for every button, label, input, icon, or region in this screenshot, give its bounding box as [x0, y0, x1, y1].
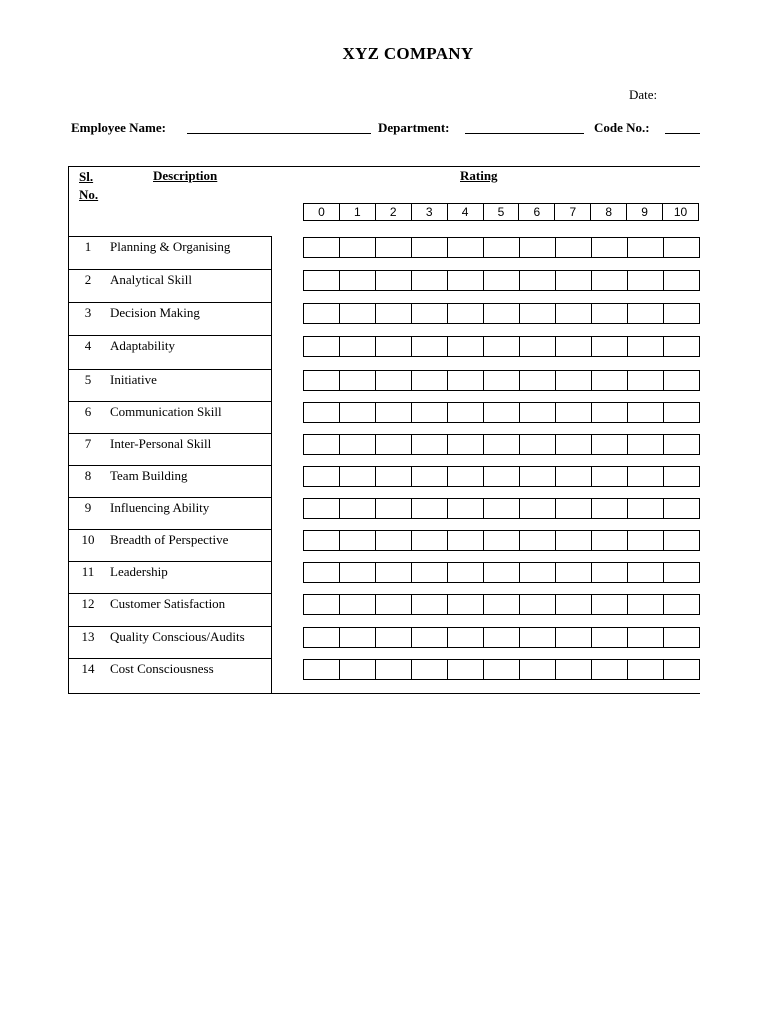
rating-box-row [303, 466, 700, 487]
rating-checkbox[interactable] [664, 435, 699, 454]
row-description: Quality Conscious/Audits [110, 629, 245, 644]
rating-checkbox[interactable] [340, 403, 376, 422]
rating-checkbox[interactable] [484, 595, 520, 614]
rating-checkbox[interactable] [412, 660, 448, 679]
rating-checkbox[interactable] [556, 337, 592, 356]
rating-checkbox[interactable] [592, 628, 628, 647]
rating-checkbox[interactable] [376, 467, 412, 486]
code-no-label: Code No.: [594, 120, 650, 135]
rating-checkbox[interactable] [628, 403, 664, 422]
rating-checkbox[interactable] [340, 531, 376, 550]
rating-checkbox[interactable] [412, 371, 448, 390]
rating-box-row [303, 336, 700, 357]
rating-checkbox[interactable] [448, 337, 484, 356]
row-number: 14 [81, 661, 95, 676]
rating-checkbox[interactable] [448, 403, 484, 422]
rating-checkbox[interactable] [628, 337, 664, 356]
rating-checkbox[interactable] [592, 403, 628, 422]
row-divider [68, 529, 272, 530]
rating-checkbox[interactable] [664, 563, 699, 582]
rating-box-row [303, 659, 700, 680]
rating-checkbox[interactable] [664, 403, 699, 422]
rating-checkbox[interactable] [340, 271, 376, 290]
rating-checkbox[interactable] [412, 337, 448, 356]
scale-value: 5 [484, 204, 520, 220]
rating-checkbox[interactable] [376, 628, 412, 647]
row-description: Team Building [110, 468, 188, 483]
rating-scale [303, 203, 699, 221]
row-number: 8 [84, 468, 92, 483]
rating-checkbox[interactable] [484, 435, 520, 454]
row-divider [68, 465, 272, 466]
row-description: Breadth of Perspective [110, 532, 229, 547]
rating-checkbox[interactable] [340, 371, 376, 390]
rating-checkbox[interactable] [484, 337, 520, 356]
employee-name-field[interactable] [187, 133, 371, 134]
rating-checkbox[interactable] [412, 595, 448, 614]
rating-checkbox[interactable] [448, 271, 484, 290]
row-divider [68, 335, 272, 336]
row-number: 13 [81, 629, 95, 644]
row-description: Leadership [110, 564, 168, 579]
employee-name-label: Employee Name: [71, 120, 166, 135]
rating-checkbox[interactable] [592, 531, 628, 550]
column-header-rating: Rating [460, 168, 498, 183]
rating-checkbox[interactable] [520, 403, 556, 422]
rating-checkbox[interactable] [556, 628, 592, 647]
rating-checkbox[interactable] [448, 531, 484, 550]
rating-box-row [303, 303, 700, 324]
rating-checkbox[interactable] [340, 435, 376, 454]
rating-checkbox[interactable] [412, 403, 448, 422]
rating-checkbox[interactable] [628, 595, 664, 614]
row-number: 1 [84, 239, 92, 254]
rating-checkbox[interactable] [448, 371, 484, 390]
rating-checkbox[interactable] [664, 660, 699, 679]
rating-checkbox[interactable] [484, 403, 520, 422]
row-number: 2 [84, 272, 92, 287]
rating-checkbox[interactable] [520, 371, 556, 390]
rating-checkbox[interactable] [556, 238, 592, 257]
rating-checkbox[interactable] [376, 337, 412, 356]
rating-checkbox[interactable] [484, 304, 520, 323]
rating-checkbox[interactable] [520, 531, 556, 550]
rating-checkbox[interactable] [592, 563, 628, 582]
column-header-description: Description [153, 168, 218, 183]
rating-checkbox[interactable] [664, 595, 699, 614]
rating-box-row [303, 237, 700, 258]
rating-box-row [303, 594, 700, 615]
scale-value: 1 [340, 204, 376, 220]
scale-value: 7 [555, 204, 591, 220]
row-number: 7 [84, 436, 92, 451]
rating-checkbox[interactable] [484, 238, 520, 257]
department-label: Department: [378, 120, 450, 135]
row-description: Decision Making [110, 305, 200, 320]
column-header-sl-line1: Sl. [79, 169, 94, 184]
rating-checkbox[interactable] [556, 563, 592, 582]
rating-checkbox[interactable] [592, 595, 628, 614]
rating-checkbox[interactable] [376, 271, 412, 290]
scale-value: 2 [376, 204, 412, 220]
rating-checkbox[interactable] [556, 660, 592, 679]
row-number: 5 [84, 372, 92, 387]
rating-box-row [303, 627, 700, 648]
row-divider [68, 497, 272, 498]
rating-checkbox[interactable] [592, 467, 628, 486]
rating-checkbox[interactable] [376, 595, 412, 614]
rating-box-row [303, 562, 700, 583]
row-number: 9 [84, 500, 92, 515]
rating-checkbox[interactable] [448, 304, 484, 323]
company-title: XYZ COMPANY [342, 44, 474, 63]
rating-checkbox[interactable] [304, 403, 340, 422]
row-number: 10 [81, 532, 95, 547]
rating-checkbox[interactable] [304, 499, 340, 518]
rating-checkbox[interactable] [556, 403, 592, 422]
rating-checkbox[interactable] [664, 628, 699, 647]
row-divider [68, 593, 272, 594]
rating-checkbox[interactable] [592, 238, 628, 257]
row-number: 12 [81, 596, 95, 611]
scale-value: 4 [448, 204, 484, 220]
row-divider [68, 401, 272, 402]
rating-checkbox[interactable] [556, 371, 592, 390]
rating-box-row [303, 434, 700, 455]
rating-checkbox[interactable] [376, 238, 412, 257]
rating-checkbox[interactable] [556, 435, 592, 454]
rating-checkbox[interactable] [628, 238, 664, 257]
rating-checkbox[interactable] [376, 304, 412, 323]
rating-checkbox[interactable] [628, 304, 664, 323]
rating-checkbox[interactable] [448, 660, 484, 679]
rating-checkbox[interactable] [520, 238, 556, 257]
rating-checkbox[interactable] [484, 271, 520, 290]
rating-checkbox[interactable] [628, 660, 664, 679]
rating-checkbox[interactable] [304, 595, 340, 614]
rating-checkbox[interactable] [556, 467, 592, 486]
rating-checkbox[interactable] [412, 531, 448, 550]
rating-checkbox[interactable] [412, 467, 448, 486]
row-divider [68, 433, 272, 434]
rating-checkbox[interactable] [376, 499, 412, 518]
rating-checkbox[interactable] [664, 271, 699, 290]
scale-value: 10 [673, 205, 688, 219]
rating-checkbox[interactable] [484, 531, 520, 550]
rating-checkbox[interactable] [448, 563, 484, 582]
rating-checkbox[interactable] [520, 337, 556, 356]
rating-checkbox[interactable] [556, 531, 592, 550]
rating-checkbox[interactable] [556, 304, 592, 323]
rating-checkbox[interactable] [376, 660, 412, 679]
rating-checkbox[interactable] [628, 467, 664, 486]
rating-checkbox[interactable] [556, 271, 592, 290]
rating-checkbox[interactable] [304, 628, 340, 647]
scale-value: 0 [304, 204, 340, 220]
rating-box-row [303, 270, 700, 291]
row-description: Planning & Organising [110, 239, 231, 254]
rating-checkbox[interactable] [304, 371, 340, 390]
rating-checkbox[interactable] [412, 435, 448, 454]
rating-box-row [303, 402, 700, 423]
row-divider [68, 302, 272, 303]
rating-box-row [303, 498, 700, 519]
rating-checkbox[interactable] [520, 563, 556, 582]
row-description: Cost Consciousness [110, 661, 214, 676]
column-header-sl-line2: No. [79, 187, 99, 202]
rating-checkbox[interactable] [520, 628, 556, 647]
rating-checkbox[interactable] [484, 371, 520, 390]
row-divider [68, 658, 272, 659]
column-header-sl-no [79, 168, 109, 204]
rating-checkbox[interactable] [628, 531, 664, 550]
rating-checkbox[interactable] [628, 563, 664, 582]
code-no-field[interactable] [665, 133, 700, 134]
table-left-border [68, 166, 69, 694]
rating-checkbox[interactable] [484, 628, 520, 647]
rating-checkbox[interactable] [412, 271, 448, 290]
rating-checkbox[interactable] [520, 595, 556, 614]
rating-checkbox[interactable] [376, 563, 412, 582]
row-description: Inter-Personal Skill [110, 436, 212, 451]
rating-checkbox[interactable] [340, 337, 376, 356]
rating-checkbox[interactable] [628, 435, 664, 454]
rating-checkbox[interactable] [376, 371, 412, 390]
rating-checkbox[interactable] [412, 628, 448, 647]
rating-checkbox[interactable] [340, 628, 376, 647]
rating-checkbox[interactable] [304, 304, 340, 323]
rating-checkbox[interactable] [592, 435, 628, 454]
rating-checkbox[interactable] [448, 435, 484, 454]
rating-checkbox[interactable] [448, 499, 484, 518]
row-description: Influencing Ability [110, 500, 210, 515]
scale-value: 6 [519, 204, 555, 220]
rating-checkbox[interactable] [664, 467, 699, 486]
rating-checkbox[interactable] [304, 467, 340, 486]
rating-checkbox[interactable] [592, 271, 628, 290]
scale-value: 8 [591, 204, 627, 220]
row-number: 11 [81, 564, 95, 579]
rating-checkbox[interactable] [376, 403, 412, 422]
row-description: Customer Satisfaction [110, 596, 226, 611]
row-number: 3 [84, 305, 92, 320]
rating-checkbox[interactable] [304, 435, 340, 454]
rating-checkbox[interactable] [520, 467, 556, 486]
rating-checkbox[interactable] [340, 563, 376, 582]
row-number: 4 [84, 338, 92, 353]
rating-checkbox[interactable] [376, 435, 412, 454]
rating-checkbox[interactable] [520, 660, 556, 679]
rating-checkbox[interactable] [484, 499, 520, 518]
rating-checkbox[interactable] [304, 238, 340, 257]
table-top-border [68, 166, 700, 167]
row-description: Analytical Skill [110, 272, 192, 287]
department-field[interactable] [465, 133, 584, 134]
rating-checkbox[interactable] [664, 304, 699, 323]
rating-checkbox[interactable] [664, 337, 699, 356]
scale-value: 9 [627, 204, 663, 220]
rating-checkbox[interactable] [628, 271, 664, 290]
rating-checkbox[interactable] [448, 238, 484, 257]
date-label: Date: [629, 87, 658, 102]
rating-checkbox[interactable] [340, 238, 376, 257]
row-divider [68, 626, 272, 627]
rating-box-row [303, 370, 700, 391]
rating-checkbox[interactable] [304, 660, 340, 679]
row-divider [68, 369, 272, 370]
rating-checkbox[interactable] [448, 467, 484, 486]
rating-checkbox[interactable] [664, 371, 699, 390]
rating-box-row [303, 530, 700, 551]
rating-checkbox[interactable] [304, 337, 340, 356]
rating-checkbox[interactable] [412, 499, 448, 518]
row-divider [68, 269, 272, 270]
rating-checkbox[interactable] [340, 467, 376, 486]
rating-checkbox[interactable] [520, 304, 556, 323]
rating-checkbox[interactable] [520, 271, 556, 290]
rating-checkbox[interactable] [448, 595, 484, 614]
rating-checkbox[interactable] [412, 238, 448, 257]
rating-checkbox[interactable] [484, 660, 520, 679]
row-description: Adaptability [110, 338, 175, 353]
rating-checkbox[interactable] [448, 628, 484, 647]
row-divider [68, 561, 272, 562]
row-divider [68, 236, 272, 237]
rating-checkbox[interactable] [376, 531, 412, 550]
rating-checkbox[interactable] [340, 304, 376, 323]
rating-checkbox[interactable] [412, 304, 448, 323]
rating-checkbox[interactable] [592, 499, 628, 518]
rating-checkbox[interactable] [340, 499, 376, 518]
rating-checkbox[interactable] [592, 304, 628, 323]
rating-checkbox[interactable] [628, 499, 664, 518]
row-description: Initiative [110, 372, 157, 387]
rating-checkbox[interactable] [664, 238, 699, 257]
scale-value: 3 [412, 204, 448, 220]
rating-checkbox[interactable] [340, 660, 376, 679]
rating-checkbox[interactable] [484, 563, 520, 582]
rating-checkbox[interactable] [664, 531, 699, 550]
rating-checkbox[interactable] [628, 628, 664, 647]
row-description: Communication Skill [110, 404, 222, 419]
rating-checkbox[interactable] [664, 499, 699, 518]
rating-checkbox[interactable] [340, 595, 376, 614]
rating-checkbox[interactable] [520, 435, 556, 454]
rating-checkbox[interactable] [592, 337, 628, 356]
rating-checkbox[interactable] [628, 371, 664, 390]
rating-checkbox[interactable] [556, 595, 592, 614]
table-bottom-border [68, 693, 700, 694]
rating-checkbox[interactable] [484, 467, 520, 486]
rating-checkbox[interactable] [592, 371, 628, 390]
rating-checkbox[interactable] [304, 531, 340, 550]
rating-checkbox[interactable] [304, 563, 340, 582]
rating-checkbox[interactable] [556, 499, 592, 518]
rating-checkbox[interactable] [520, 499, 556, 518]
rating-checkbox[interactable] [304, 271, 340, 290]
rating-checkbox[interactable] [592, 660, 628, 679]
row-number: 6 [84, 404, 92, 419]
rating-checkbox[interactable] [412, 563, 448, 582]
